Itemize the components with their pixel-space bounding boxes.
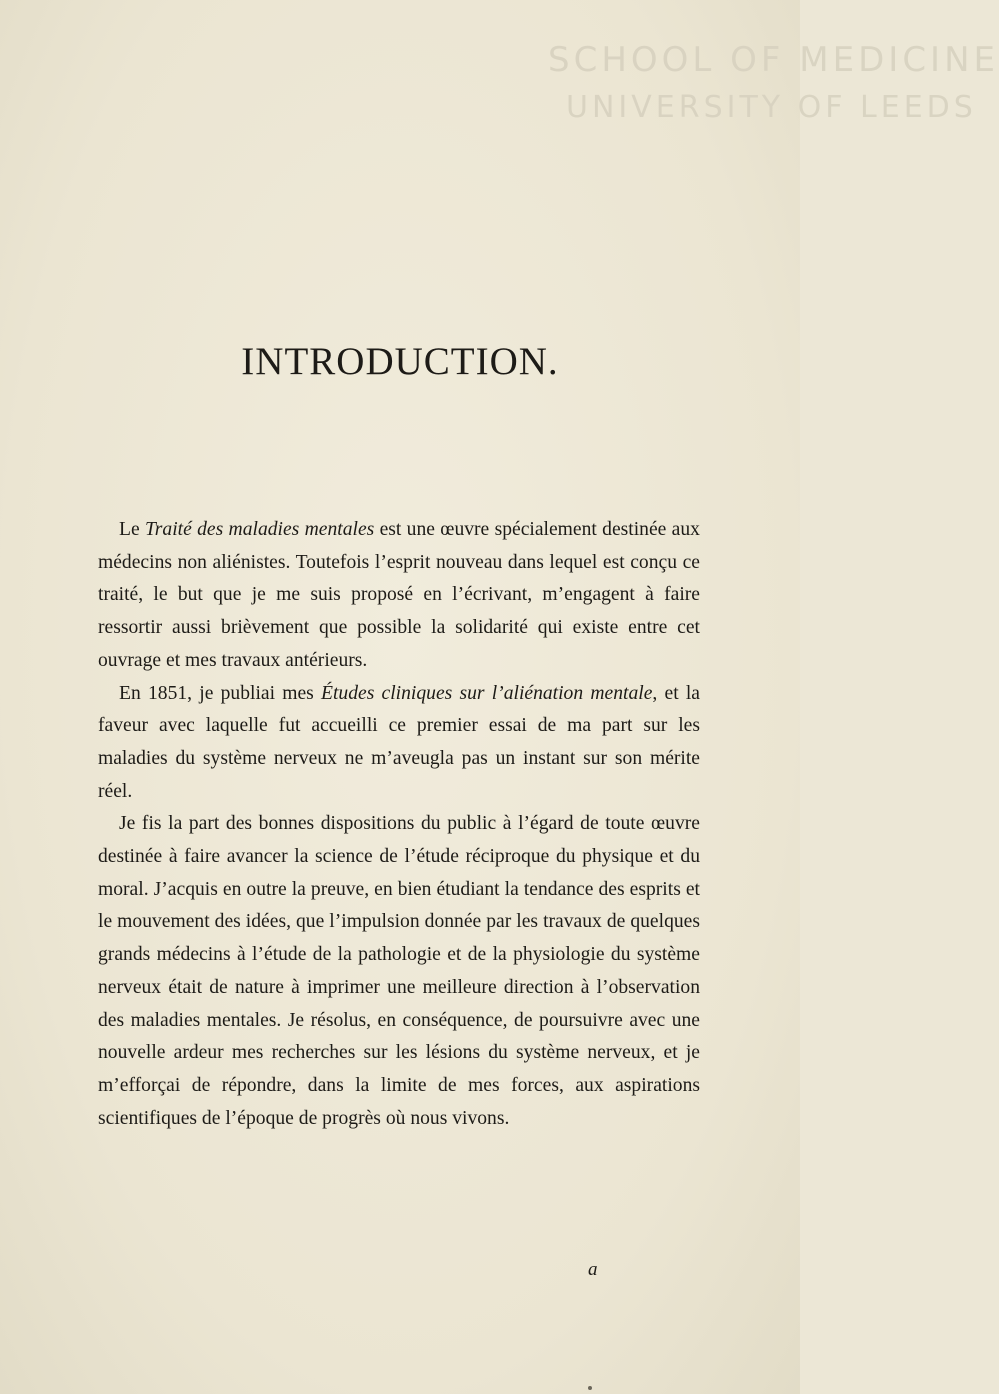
chapter-heading: INTRODUCTION. bbox=[241, 340, 559, 383]
body-text bbox=[98, 514, 700, 1135]
text-run: Le bbox=[119, 519, 145, 540]
italic-title: Études cliniques sur l’aliénation mentale bbox=[321, 682, 653, 704]
paragraph bbox=[98, 808, 700, 1135]
paragraph bbox=[98, 678, 700, 809]
text-run: est une œuvre spécialement destinée aux médecins non aliénistes. Toutefois l’esprit nouveau dans lequel est conçu ce traité, le but que je me suis proposé en l’écrivant, m’engagent à faire ressortir aussi brièvement que possible la solidarité qui existe entre cet ouvrage et mes travaux antérieurs. bbox=[98, 519, 700, 671]
stamp-line-school: SCHOOL OF MEDICINE bbox=[548, 40, 999, 80]
text-run: , et la faveur avec laquelle fut accueilli ce premier essai de ma part sur les maladies du système nerveux ne m’aveugla pas un instant sur son mérite réel. bbox=[98, 682, 700, 802]
library-stamp bbox=[548, 40, 999, 130]
italic-title: Traité des maladies mentales bbox=[144, 519, 375, 540]
paragraph bbox=[98, 514, 700, 678]
text-run: Je fis la part des bonnes dispositions du public à l’égard de toute œuvre destinée à faire avancer la science de l’étude réciproque du physique et du moral. J’acquis en outre la preuve, en bien étudiant la tendance des esprits et le mouvement des idées, que l’impulsion donnée par les travaux de quelques grands médecins à l’étude de la pathologie et de la physiologie du système nerveux était de nature à imprimer une meilleure direction à l’observation des maladies mentales. Je résolus, en conséquence, de poursuivre avec une nouvelle ardeur mes recherches sur les lésions du système nerveux, et je m’efforçai de répondre, dans la limite de mes forces, aux aspirations scientifiques de l’époque de progrès où nous vivons. bbox=[98, 813, 700, 1129]
ink-speck bbox=[588, 1386, 592, 1390]
signature-mark: a bbox=[588, 1259, 598, 1280]
stamp-line-university: UNIVERSITY OF LEEDS bbox=[566, 90, 977, 125]
text-run: En 1851, je publiai mes bbox=[119, 682, 321, 704]
